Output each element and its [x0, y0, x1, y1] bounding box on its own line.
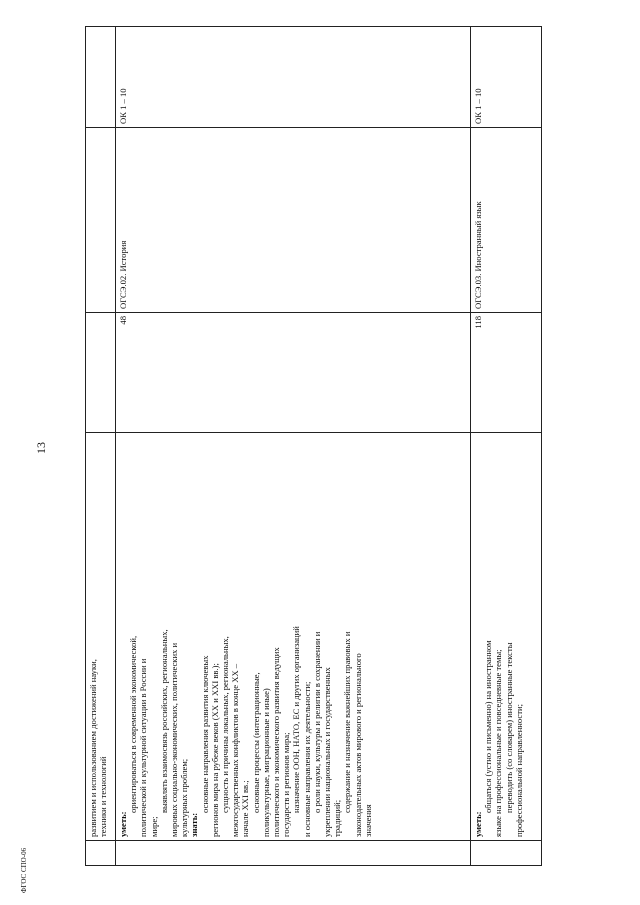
competence-cell [86, 26, 116, 128]
skill-line: ориентироваться в современной экономической, [128, 635, 139, 813]
page-number: 13 [34, 442, 48, 454]
skill-line: содержание и назначение важнейших правовых и [342, 631, 353, 813]
skill-line: законодательных актов мирового и регионального [352, 653, 363, 837]
skill-line: мире; [148, 816, 159, 837]
skill-line: уметь: [473, 811, 483, 837]
skill-line: развитием и использованием достижений науки, [88, 659, 98, 837]
skill-line: о роли науки, культуры и религии в сохранении и [311, 631, 322, 813]
hours-value: 118 [473, 316, 483, 329]
competence-value: ОК 1 – 10 [118, 88, 128, 124]
skill-line: поликультурные, миграционные и иные) [260, 688, 271, 837]
skill-line: и основные направления их деятельности; [301, 681, 312, 837]
skill-line: значения [362, 804, 373, 837]
curriculum-table [85, 26, 540, 866]
skill-line: уметь: [118, 811, 128, 837]
skill-line: сущность и причины локальных, региональных, [220, 636, 231, 813]
empty-cell [116, 841, 471, 866]
skill-line: общаться (устно и письменно) на иностранном [483, 640, 494, 813]
competence-cell [116, 26, 471, 128]
skill-line: укреплении национальных и государственных [322, 667, 333, 837]
competence-cell [471, 26, 541, 128]
skill-line: регионов мира на рубеже веков (XX и XXI вв.); [209, 663, 220, 837]
skill-line: государств и регионов мира; [281, 732, 292, 837]
skill-line: назначение ООН, НАТО, ЕС и других организаций [291, 626, 302, 813]
skill-line: основные направления развития ключевых [199, 655, 210, 813]
empty-cell [86, 841, 116, 866]
skill-line: профессиональной направленности; [513, 704, 524, 837]
skills-cell [86, 433, 116, 841]
skills-cell [116, 433, 471, 841]
skills-cell [471, 433, 541, 841]
hours-cell [471, 313, 541, 433]
hours-cell [86, 313, 116, 433]
discipline-cell [471, 128, 541, 313]
discipline-name: ОГСЭ.02. История [118, 240, 128, 309]
discipline-cell [86, 128, 116, 313]
hours-cell [116, 313, 471, 433]
skill-line: политического и экономического развития ведущих [271, 647, 282, 837]
skill-line: межгосударственных конфликтов в конце XX – [230, 663, 241, 837]
discipline-name: ОГСЭ.03. Иностранный язык [473, 201, 483, 309]
skill-line: переводить (со словарем) иностранные тексты [503, 642, 514, 813]
skill-line: политической и культурной ситуации в России и [138, 658, 149, 837]
hours-value: 48 [118, 316, 128, 325]
skill-line: выявлять взаимосвязь российских, региональных, [158, 629, 169, 813]
skill-line: начале XXI вв.; [240, 780, 251, 837]
empty-cell [471, 841, 541, 866]
table-row [470, 26, 542, 866]
skill-line: традиций; [332, 799, 343, 837]
table-row [115, 26, 471, 866]
footer-code: ФГОС СПО-06 [20, 847, 28, 893]
discipline-cell [116, 128, 471, 313]
skill-line: знать: [189, 812, 200, 837]
skill-line: языке на профессиональные и повседневные темы; [493, 649, 504, 837]
skill-line: основные процессы (интеграционные, [250, 672, 261, 813]
table-row [85, 26, 116, 866]
skill-line: мировых социально-экономических, политических и [169, 642, 180, 837]
skill-line: техники и технологий [98, 756, 109, 837]
competence-value: ОК 1 – 10 [473, 88, 483, 124]
skill-line: культурных проблем; [179, 758, 190, 837]
